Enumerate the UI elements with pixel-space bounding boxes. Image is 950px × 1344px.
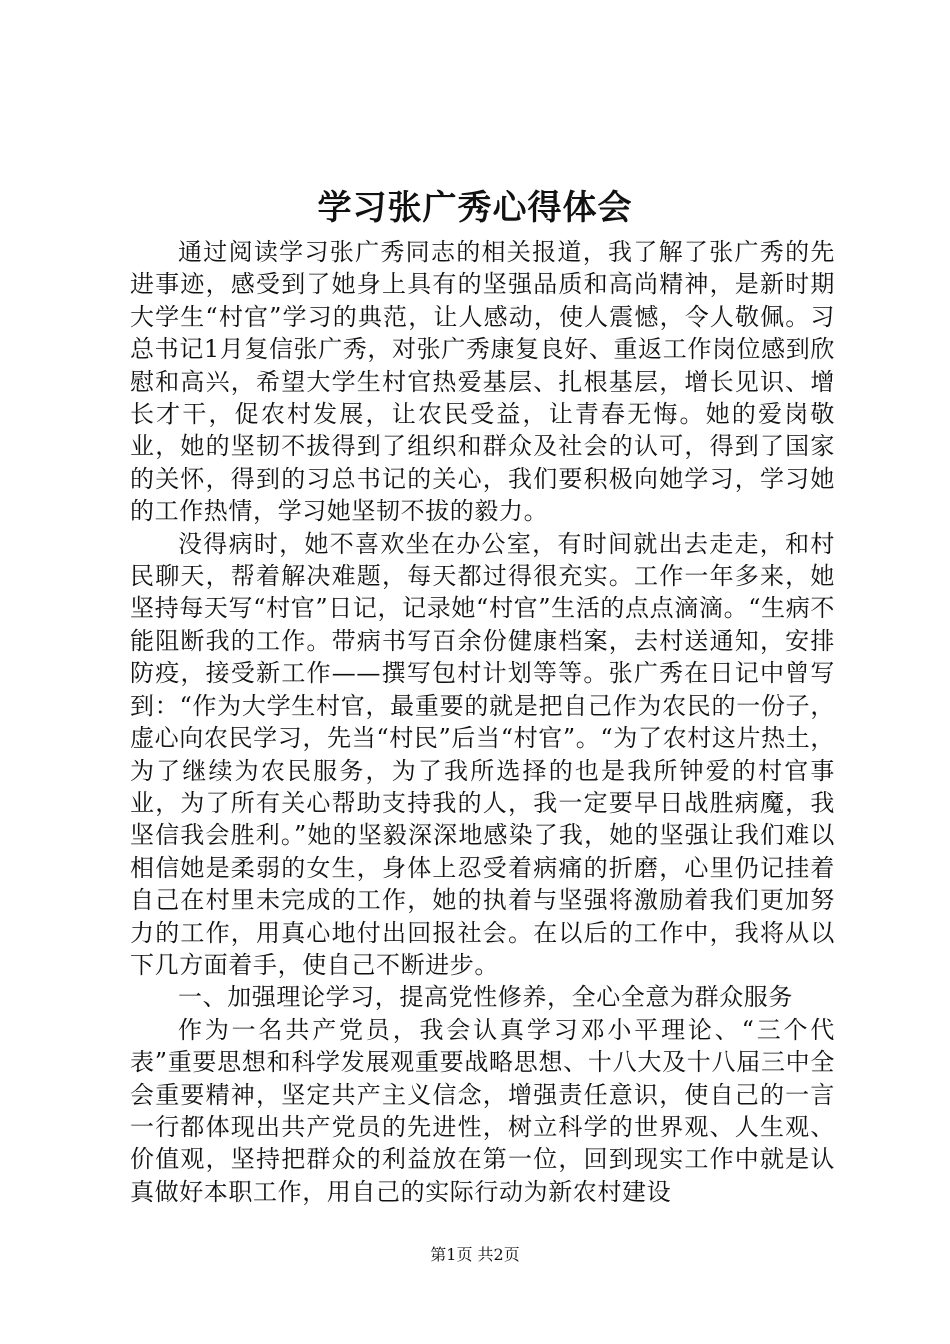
document-body <box>130 236 835 1208</box>
document-title: 学习张广秀心得体会 <box>317 188 633 228</box>
paragraph-story: 没得病时，她不喜欢坐在办公室，有时间就出去走走，和村民聊天，帮着解决难题，每天都过得很充实。工作一年多来，她坚持每天写“村官”日记，记录她“村官”生活的点点滴滴。“生病不能阻断我的工作。带病书写百余份健康档案，去村送通知，安排防疫，接受新工作——撰写包村计划等等。张广秀在日记中曾写到：“作为大学生村官，最重要的就是把自己作为农民的一份子，虚心向农民学习，先当“村民”后当“村官”。“为了农村这片热土，为了继续为农民服务，为了我所选择的也是我所钟爱的村官事业，为了所有关心帮助支持我的人，我一定要早日战胜病魔，我坚信我会胜利。”她的坚毅深深地感染了我，她的坚强让我们难以相信她是柔弱的女生，身体上忍受着病痛的折磨，心里仍记挂着自己在村里未完成的工作，她的执着与坚强将激励着我们更加努力的工作，用真心地付出回报社会。在以后的工作中，我将从以下几方面着手，使自己不断进步。 <box>130 529 835 979</box>
paragraph-section-1: 作为一名共产党员，我会认真学习邓小平理论、“三个代表”重要思想和科学发展观重要战略思想、十八大及十八届三中全会重要精神，坚定共产主义信念，增强责任意识，使自己的一言一行都体现出共产党员的先进性，树立科学的世界观、人生观、价值观，坚持把群众的利益放在第一位，回到现实工作中就是认真做好本职工作，用自己的实际行动为新农村建设 <box>130 1015 835 1206</box>
section-heading-1: 一、加强理论学习，提高党性修养，全心全意为群众服务 <box>178 983 793 1012</box>
paragraph-intro: 通过阅读学习张广秀同志的相关报道，我了解了张广秀的先进事迹，感受到了她身上具有的坚强品质和高尚精神，是新时期大学生“村官”学习的典范，让人感动，使人震憾，令人敬佩。习总书记1月复信张广秀，对张广秀康复良好、重返工作岗位感到欣慰和高兴，希望大学生村官热爱基层、扎根基层，增长见识、增长才干，促农村发展，让农民受益，让青春无悔。她的爱岗敬业，她的坚韧不拔得到了组织和群众及社会的认可，得到了国家的关怀，得到的习总书记的关心，我们要积极向她学习，学习她的工作热情，学习她坚韧不拔的毅力。 <box>130 238 835 526</box>
page-footer: 第1页 共2页 <box>430 1245 520 1264</box>
